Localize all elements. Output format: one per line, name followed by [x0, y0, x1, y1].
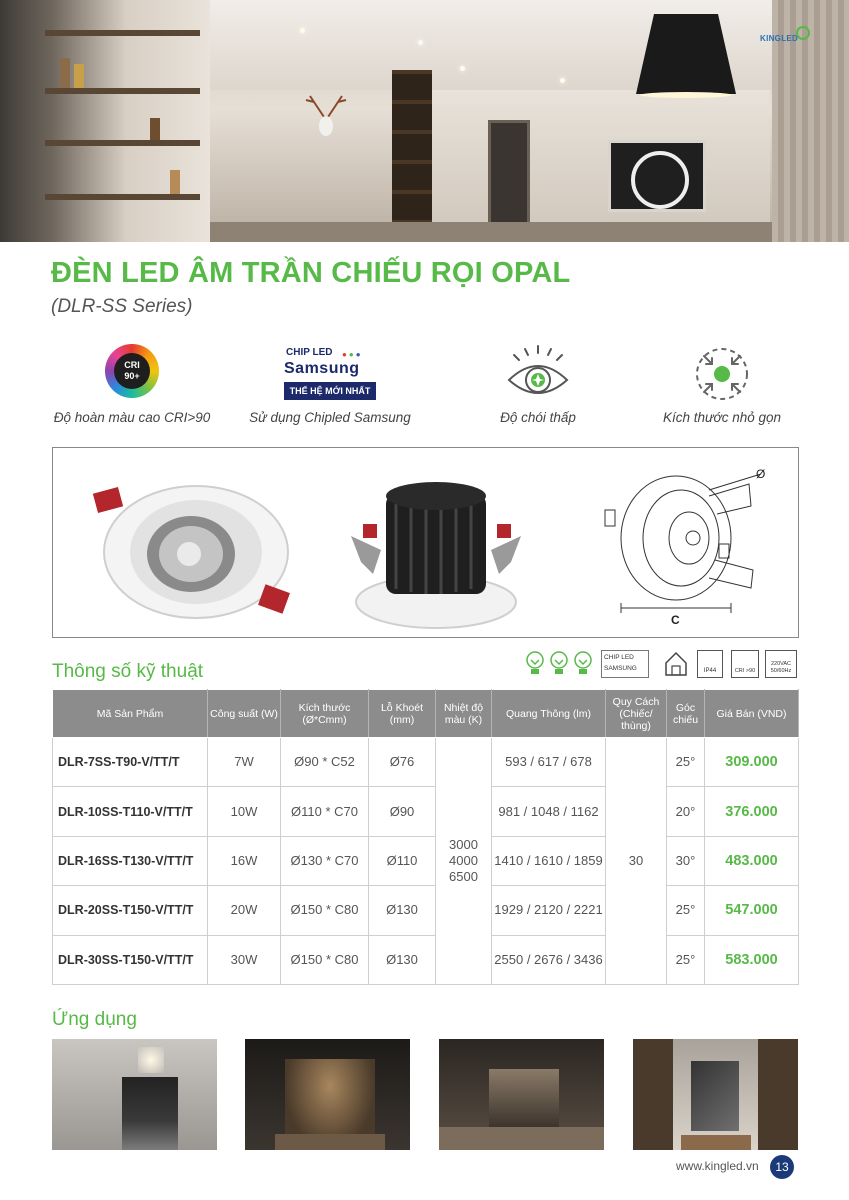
spec-icon-row [525, 650, 800, 680]
samsung-chip-icon [282, 344, 378, 402]
brand-logo-text: KINGLED [760, 34, 799, 43]
cell-size: Ø150 * C80 [281, 886, 369, 935]
cell-size: Ø90 * C52 [281, 738, 369, 787]
app4-wood-panel [758, 1039, 798, 1150]
hero-book [74, 64, 84, 88]
bulb-icon [573, 650, 593, 678]
cell-price: 483.000 [705, 836, 799, 885]
samsung-badge-name: Samsung [284, 360, 360, 377]
color-temp-value: 3000 [449, 836, 478, 852]
feature-label: Độ chói thấp [500, 410, 576, 425]
cell-code: DLR-16SS-T130-V/TT/T [53, 836, 208, 885]
header-cutout: Lỗ Khoét (mm) [369, 690, 436, 738]
bulb-icon [525, 650, 545, 678]
chip-icon-line1: CHIP LED [604, 654, 634, 661]
bulb-icon [549, 650, 569, 678]
cell-angle: 30° [667, 836, 705, 885]
cell-angle: 25° [667, 886, 705, 935]
hero-wall-left [0, 0, 210, 242]
app1-artwork [122, 1077, 178, 1150]
cell-code: DLR-30SS-T150-V/TT/T [53, 935, 208, 984]
ip-rating: IP44 [703, 668, 717, 674]
cell-price: 547.000 [705, 886, 799, 935]
cell-packing: 30 [606, 738, 667, 985]
samsung-badge-dots: ●●● [342, 350, 363, 359]
hero-shelf [45, 88, 200, 94]
cell-angle: 25° [667, 738, 705, 787]
cell-power: 16W [208, 836, 281, 885]
feature-samsung [230, 340, 430, 432]
voltage-line1: 220VAC [770, 661, 792, 667]
header-price: Giá Bán (VND) [705, 690, 799, 738]
feature-label: Kích thước nhỏ gọn [662, 410, 782, 425]
diagram-label-height: C [671, 613, 680, 627]
hero-back-wall [430, 90, 770, 242]
cell-size: Ø130 * C70 [281, 836, 369, 885]
applications-title: Ứng dụng [52, 1009, 137, 1030]
product-image-box [52, 447, 799, 638]
cell-cutout: Ø90 [369, 787, 436, 836]
hero-spotlight [560, 78, 565, 83]
app4-console [681, 1135, 751, 1150]
cell-power: 7W [208, 738, 281, 787]
hero-lamp-glow [640, 92, 732, 98]
cell-angle: 20° [667, 787, 705, 836]
app3-floor [439, 1127, 604, 1150]
table-row [53, 738, 799, 787]
cell-cutout: Ø76 [369, 738, 436, 787]
product-dimension-diagram [601, 460, 791, 630]
product-back-image [341, 464, 531, 634]
feature-cri [32, 340, 232, 432]
cell-lumen: 593 / 617 / 678 [492, 738, 606, 787]
color-temp-value: 4000 [449, 852, 478, 868]
cell-lumen: 981 / 1048 / 1162 [492, 787, 606, 836]
hero-bookcase [392, 70, 432, 242]
hero-spotlight [418, 40, 423, 45]
page-number: 13 [770, 1155, 794, 1179]
cell-cutout: Ø110 [369, 836, 436, 885]
cell-code: DLR-7SS-T90-V/TT/T [53, 738, 208, 787]
cell-angle: 25° [667, 935, 705, 984]
cell-cutout: Ø130 [369, 935, 436, 984]
cell-size: Ø150 * C80 [281, 935, 369, 984]
hero-shelf [45, 30, 200, 36]
header-lumen: Quang Thông (lm) [492, 690, 606, 738]
table-row [53, 836, 799, 885]
header-angle: Góc chiếu [667, 690, 705, 738]
eye-icon [505, 344, 571, 407]
cell-price: 583.000 [705, 935, 799, 984]
footer-website[interactable]: www.kingled.vn [676, 1159, 759, 1173]
feature-low-glare [438, 340, 638, 432]
indoor-home-icon [663, 650, 689, 678]
header-power: Công suất (W) [208, 690, 281, 738]
ip44-icon [697, 650, 723, 678]
table-row [53, 787, 799, 836]
product-front-image [91, 470, 301, 630]
table-header-row [53, 690, 799, 738]
cell-power: 10W [208, 787, 281, 836]
app2-floor [275, 1134, 385, 1150]
feature-row [40, 340, 820, 432]
hero-book [170, 170, 180, 194]
table-row [53, 935, 799, 984]
hero-book [150, 118, 160, 140]
chip-samsung-icon [601, 650, 649, 678]
application-image-2 [245, 1039, 410, 1150]
header-size: Kích thước (Ø*Cmm) [281, 690, 369, 738]
brand-logo-mark [796, 26, 810, 40]
cell-code: DLR-10SS-T110-V/TT/T [53, 787, 208, 836]
app3-corridor [489, 1069, 559, 1129]
color-temp-value: 6500 [449, 868, 478, 884]
diagram-label-diameter: Ø [756, 467, 766, 481]
header-packing: Quy Cách (Chiếc/ thùng) [606, 690, 667, 738]
compact-size-icon [692, 344, 752, 407]
samsung-badge-chip: CHIP LED [286, 347, 333, 358]
hero-book [60, 58, 70, 88]
spec-section-title: Thông số kỹ thuật [52, 661, 204, 682]
voltage-line2: 50/60Hz [770, 668, 792, 674]
cell-size: Ø110 * C70 [281, 787, 369, 836]
hero-shelf [45, 194, 200, 200]
chip-icon-line2: SAMSUNG [604, 665, 637, 672]
header-code: Mã Sản Phẩm [53, 690, 208, 738]
cell-lumen: 1929 / 2120 / 2221 [492, 886, 606, 935]
hero-painting [608, 140, 706, 212]
feature-label: Độ hoàn màu cao CRI>90 [53, 410, 211, 425]
hero-image [0, 0, 849, 242]
feature-label: Sử dụng Chipled Samsung [249, 410, 411, 425]
page-subtitle: (DLR-SS Series) [51, 296, 193, 317]
hero-floor [210, 222, 772, 242]
app1-light-beam [138, 1047, 164, 1073]
cell-color-temp [436, 738, 492, 985]
cell-lumen: 1410 / 1610 / 1859 [492, 836, 606, 885]
cri-badge-line2: 90+ [124, 371, 140, 381]
hero-spotlight [460, 66, 465, 71]
feature-compact [622, 340, 822, 432]
header-color-temp: Nhiệt độ màu (K) [436, 690, 492, 738]
application-image-3 [439, 1039, 604, 1150]
samsung-badge-generation: THẾ HỆ MỚI NHẤT [284, 382, 376, 400]
cri-icon [105, 344, 159, 398]
application-image-4 [633, 1039, 798, 1150]
cri-badge-line1: CRI [124, 360, 140, 370]
cell-power: 20W [208, 886, 281, 935]
brand-logo [760, 26, 820, 50]
page-title: ĐÈN LED ÂM TRẦN CHIẾU RỌI OPAL [51, 257, 571, 289]
cri-spec-icon [731, 650, 759, 678]
hero-ceiling [210, 0, 849, 90]
application-image-1 [52, 1039, 217, 1150]
app4-wood-panel [633, 1039, 673, 1150]
cell-power: 30W [208, 935, 281, 984]
cell-price: 309.000 [705, 738, 799, 787]
spec-table [52, 689, 799, 985]
hero-shelf [45, 140, 200, 146]
cell-lumen: 2550 / 2676 / 3436 [492, 935, 606, 984]
hero-spotlight [300, 28, 305, 33]
hero-antler-decor [300, 90, 352, 140]
table-row [53, 886, 799, 935]
cri-spec-text: CRI >90 [734, 668, 756, 674]
app4-artwork [691, 1061, 739, 1131]
cell-price: 376.000 [705, 787, 799, 836]
cell-cutout: Ø130 [369, 886, 436, 935]
voltage-icon [765, 650, 797, 678]
cell-code: DLR-20SS-T150-V/TT/T [53, 886, 208, 935]
